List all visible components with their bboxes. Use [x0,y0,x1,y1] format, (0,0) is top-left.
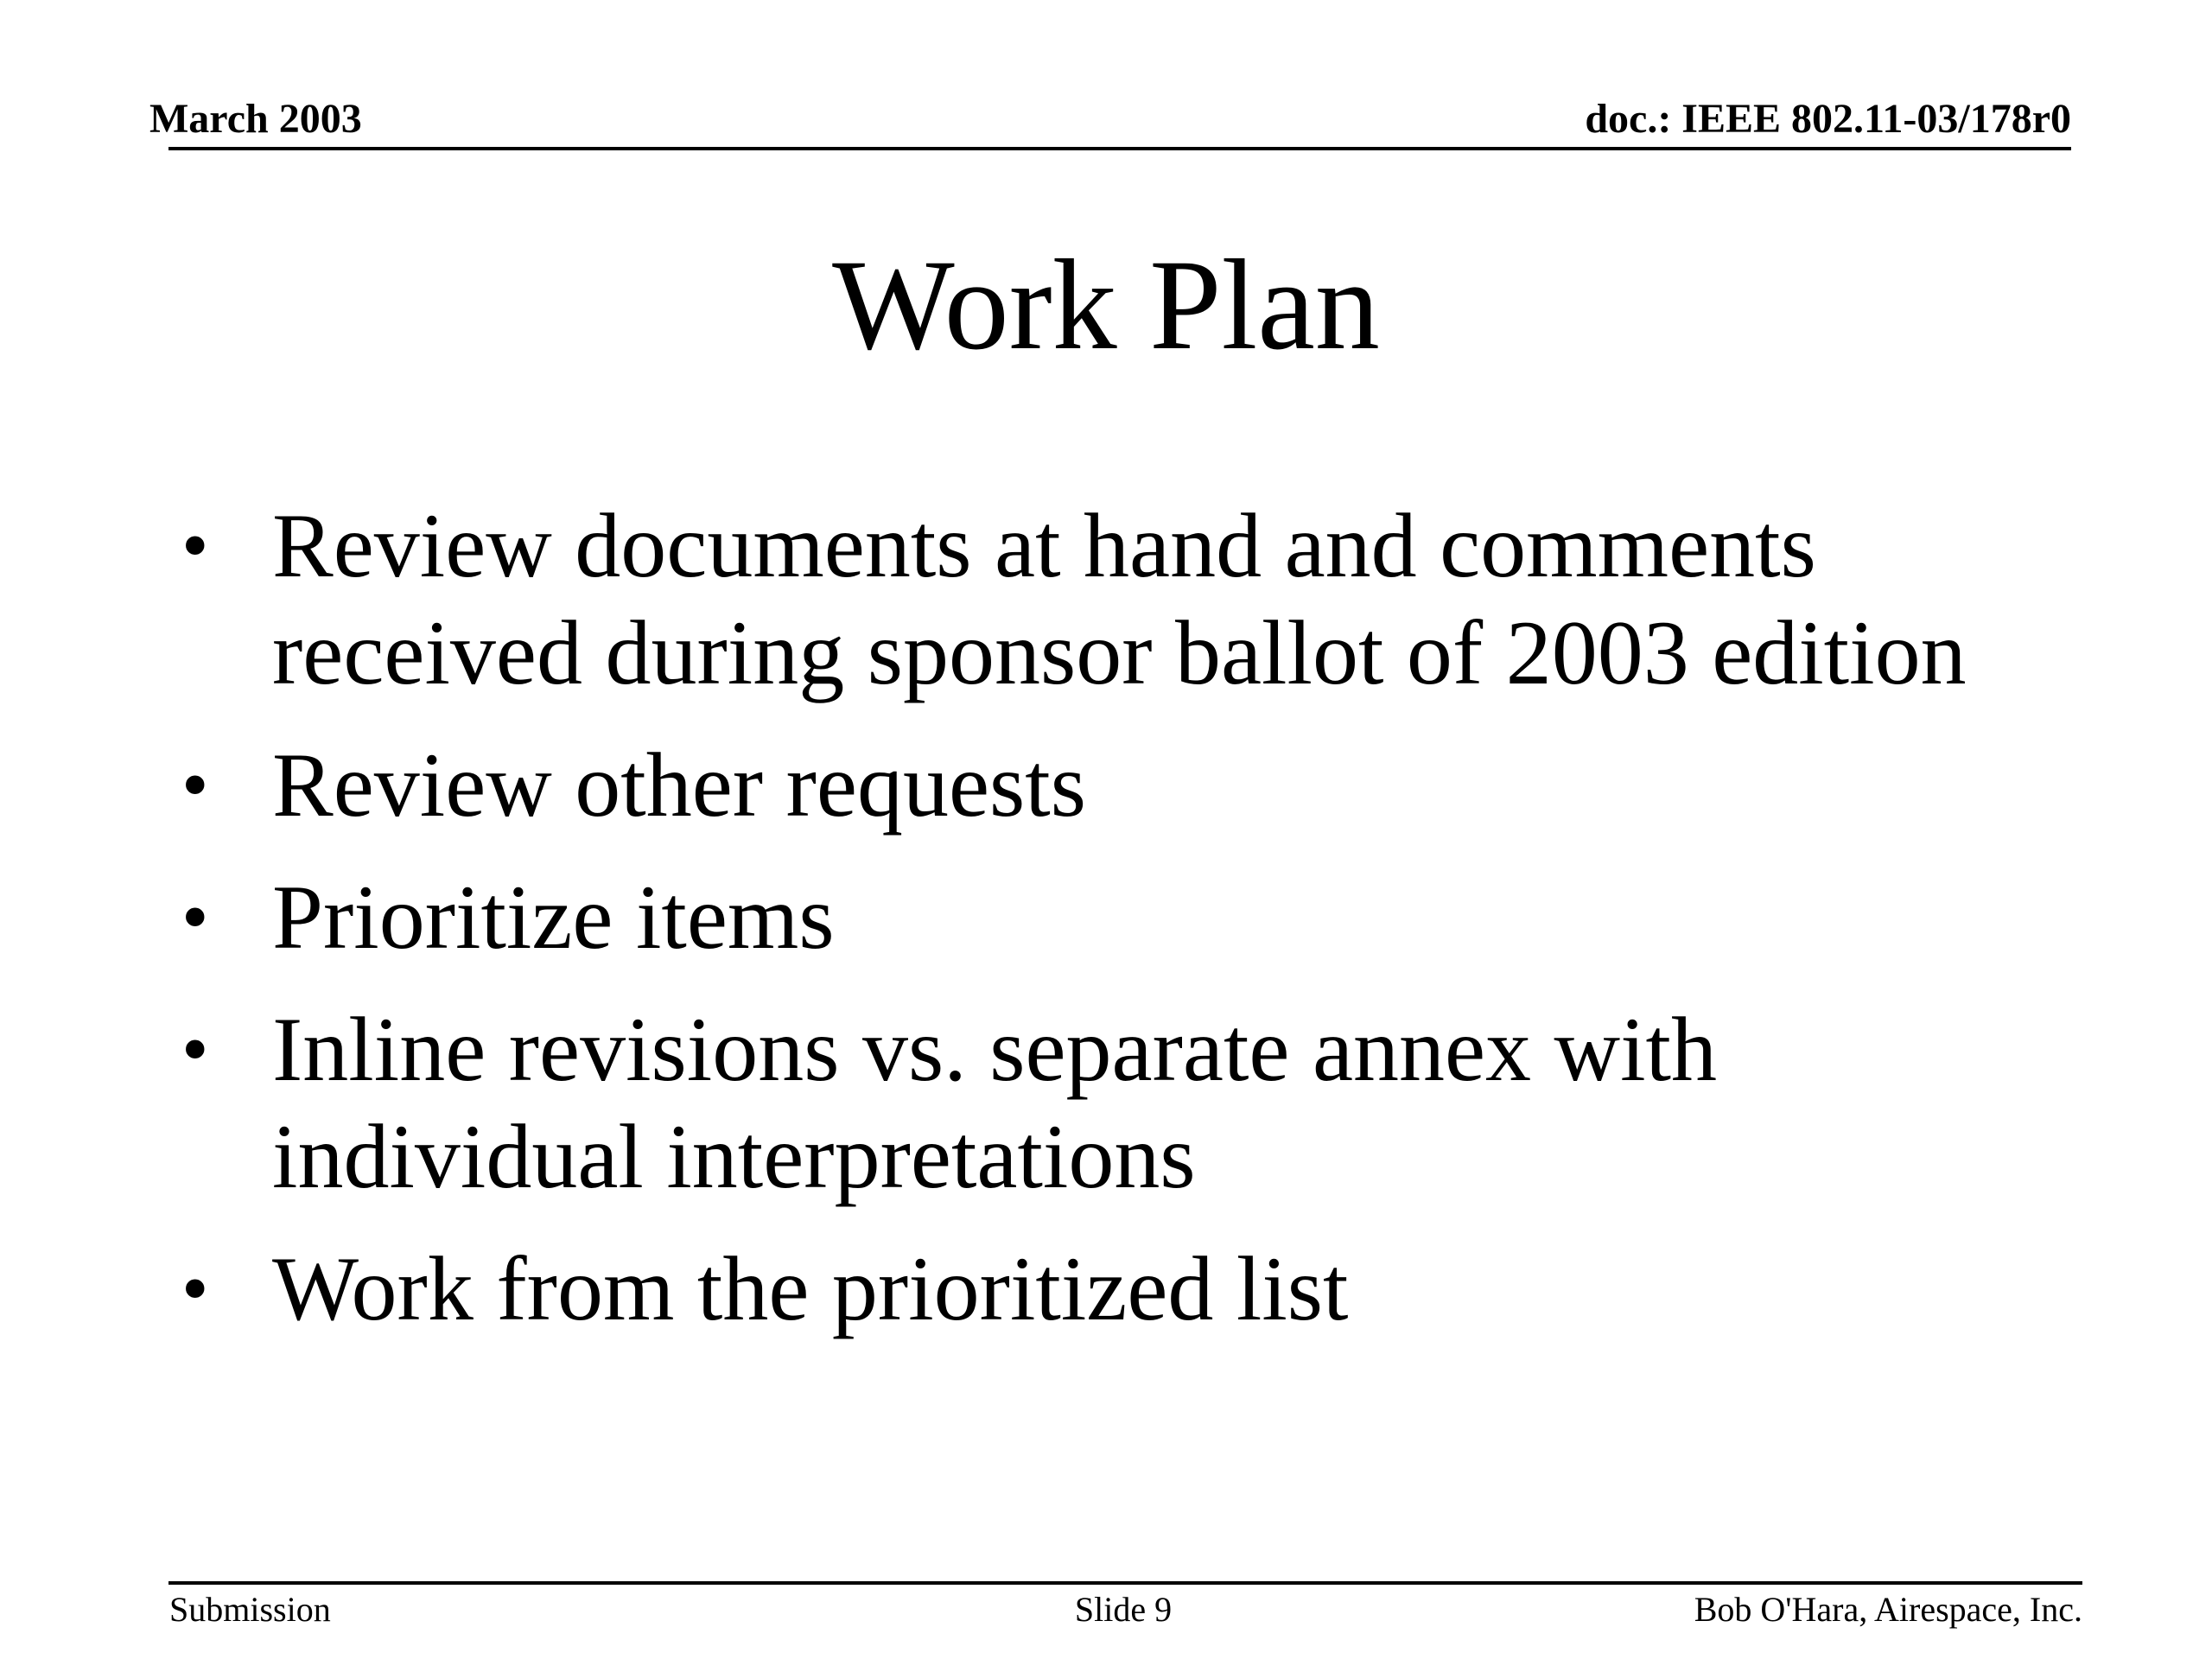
bullet-icon: • [181,1007,209,1092]
bullet-text: Review documents at hand and comments received during sponsor ballot of 2003 edition [272,495,1967,703]
bullet-icon: • [181,874,209,960]
bullet-icon: • [181,742,209,828]
header-divider [168,147,2071,150]
bullet-icon: • [181,503,209,588]
bullet-item [181,864,2039,971]
header-doc-id: doc.: IEEE 802.11-03/178r0 [1585,96,2071,142]
bullet-text: Work from the prioritized list [272,1238,1349,1339]
bullet-list [181,493,2039,1368]
bullet-text: Inline revisions vs. separate annex with individual interpretations [272,999,1717,1207]
slide-title: Work Plan [832,233,1380,377]
bullet-item [181,1236,2039,1343]
footer-author: Bob O'Hara, Airespace, Inc. [1694,1590,2082,1629]
bullet-text: Review other requests [272,734,1086,836]
bullet-item [181,493,2039,707]
bullet-item [181,996,2039,1211]
bullet-icon: • [181,1246,209,1332]
bullet-item [181,732,2039,839]
header-date: March 2003 [149,96,362,142]
footer-submission: Submission [169,1590,331,1629]
footer-divider [168,1581,2082,1585]
bullet-text: Prioritize items [272,867,835,968]
footer-slide-number: Slide 9 [1074,1590,1173,1629]
